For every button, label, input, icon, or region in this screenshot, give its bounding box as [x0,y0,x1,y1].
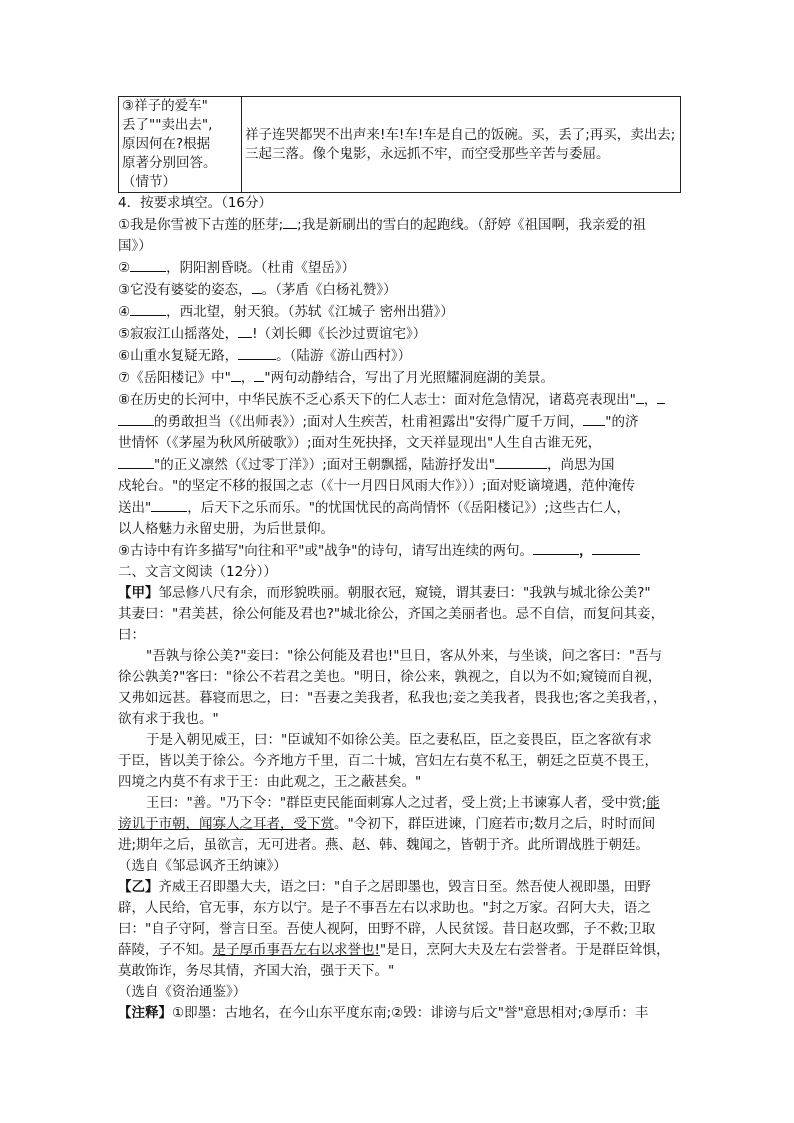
passage-yi-line: 【乙】齐威王召即墨大夫，语之曰："自子之居即墨也，毁言日至。然吾使人视即墨，田野 [118,879,651,895]
passage-yi-line: 曰："自子守阿，誉言日至。吾使人视阿，田野不辟，人民贫馁。昔日赵攻鄄，子不救;卫取 [118,921,656,937]
q4-item-2: ② ，阴阳割昏晓。（杜甫《望岳》） [118,257,683,279]
answer-blank[interactable] [151,497,187,512]
q4-item-8-cont: "的正义凛然（《过零丁洋》）;面对王朝飘摇，陆游抒发出" ，尚思为国 [118,454,683,476]
answer-blank[interactable] [283,214,297,229]
answer-blank[interactable] [118,411,154,426]
table-cell-line: 祥子连哭都哭不出声来!车!车!车是自己的饭碗。买，丢了;再买，卖出去; [245,126,676,143]
passage-jia-line: 四境之内莫不有求于王：由此观之，王之蔽甚矣。" [118,774,422,790]
q4-item-9: ⑨古诗中有许多描写"向往和平"或"战争"的诗句，请写出连续的两句。 ， [118,540,683,562]
table-cell-line: 原著分别回答。 [122,155,217,171]
underlined-sentence: 谤讥于市朝，闻寡人之耳者，受下赏 [118,816,334,832]
q4-item-8-cont: 的勇敢担当（《出师表》）;面对人生疾苦，杜甫袒露出"安得广厦千万间， "的济 [118,411,683,433]
q4-item-8-cont: 戍轮台。"的坚定不移的报国之志（《十一月四日风雨大作》））;面对贬谪境遇，范仲淹传 [118,478,636,494]
passage-jia-line: 进;期年之后，虽欲言，无可进者。燕、赵、韩、魏闻之，皆朝于齐。此所谓战胜于朝廷。 [118,837,650,853]
answer-blank[interactable] [254,367,264,382]
table-cell-line: 三起三落。像个鬼影，永远抓不牢，而空受那些辛苦与委屈。 [245,145,610,162]
table-cell-line: （情节） [122,174,176,190]
q4-item-8-cont: 以人格魅力永留史册，为后世景仰。 [118,521,334,537]
answer-blank[interactable] [533,540,579,555]
passage-jia-line: 于臣，皆以美于徐公。今齐地方千里，百二十城，宫妇左右莫不私王，朝廷之臣莫不畏王， [118,753,658,769]
passage-jia-line: "吾孰与徐公美?"妾曰："徐公何能及君也!"旦日，客从外来，与坐谈，问之客曰："吾与 [146,648,663,664]
q4-item-7: ⑦《岳阳楼记》中" ， "两句动静结合，写出了月光照耀洞庭湖的美景。 [118,367,683,389]
annotation-tag: 【注释】 [118,1005,172,1021]
section-q4 [118,193,683,562]
answer-blank[interactable] [118,454,154,469]
table-cell-question [119,97,242,193]
passage-source: （选自《资治通鉴》） [118,984,247,1000]
answer-blank[interactable] [636,389,644,404]
page-body [118,96,683,1024]
answer-blank[interactable] [657,389,665,404]
passage-yi-line: 莫敢饰诈，务尽其情，齐国大治，强于天下。" [118,963,395,979]
underlined-sentence: 能 [646,795,660,811]
answer-blank[interactable] [130,257,166,272]
table-cell-line: ③祥子的爱车" [122,98,208,114]
answer-blank[interactable] [583,411,605,426]
passage-jia-line: 又弗如远甚。暮寝而思之，曰："吾妻之美我者，私我也;妾之美我者，畏我也;客之美我者，， [118,690,667,706]
q4-item-4: ④ ，西北望，射天狼。（苏轼《江城子 密州出猎》） [118,301,683,323]
passage-jia-line: 徐公孰美?"客曰："徐公不若君之美也。"明日，徐公来，孰视之，自以为不如;窥镜而自视， [118,669,662,685]
question-table [118,96,681,193]
q4-item-3: ③它没有婆娑的姿态， 。（茅盾《白杨礼赞》） [118,279,683,301]
underlined-sentence: 是子厚币事吾左右以求誉也! [212,942,380,958]
answer-blank[interactable] [238,323,252,338]
passage-tag-yi: 【乙】 [118,879,159,895]
q4-item-1: ①我是你雪被下古莲的胚芽; ;我是新刷出的雪白的起跑线。（舒婷《祖国啊，我亲爱的祖 [118,214,683,236]
answer-blank[interactable] [252,279,262,294]
q4-item-1-cont: 国》） [118,238,152,254]
table-cell-answer [242,97,681,193]
answer-blank[interactable] [495,454,547,469]
q4-item-8: ⑧在历史的长河中，中华民族不乏心系天下的仁人志士：面对危急情况，诸葛亮表现出" ， [118,389,683,411]
q4-item-8-cont: 送出" ，后天下之乐而乐。"的忧国忧民的高尚情怀（《岳阳楼记》）;这些古仁人， [118,497,683,519]
table-cell-line: 原因何在?根据 [122,136,211,152]
passage-tag-jia: 【甲】 [118,585,159,601]
passage-yi-line: 辟，人民给，官无事，东方以宁。是子不事吾左右以求助也。"封之万家。召阿大夫，语之 [118,900,651,916]
passage-jia-line: 【甲】邹忌修八尺有余，而形貌昳丽。朝服衣冠，窥镜，谓其妻曰："我孰与城北徐公美?" [118,585,651,601]
passage-source: （选自《邹忌讽齐王纳谏》） [118,858,287,874]
q4-title: 4．按要求填空。（16分） [118,195,273,211]
passage-jia-line: 于是入朝见威王，曰："臣诚知不如徐公美。臣之妻私臣，臣之妾畏臣，臣之客欲有求 [146,732,652,748]
passage-yi-line: 薛陵，子不知。是子厚币事吾左右以求誉也!"是日，烹阿大夫及左右尝誉者。于是群臣耸惧， [118,942,670,958]
answer-blank[interactable] [238,345,276,360]
q4-item-6: ⑥山重水复疑无路， 。（陆游《游山西村》） [118,345,683,367]
q4-item-5: ⑤寂寂江山摇落处， !（刘长卿《长沙过贾谊宅》） [118,323,683,345]
table-row [119,97,681,193]
section-title: 二、文言文阅读（12分）） [118,564,277,580]
q4-item-8-cont: 世情怀（《茅屋为秋风所破歌》）;面对生死抉择，文天祥显现出"人生自古谁无死， [118,435,602,451]
answer-blank[interactable] [130,301,166,316]
passage-jia-line: 欲有求于我也。" [118,711,219,727]
table-cell-line: 丢了""卖出去", [122,117,213,133]
passage-jia-line: 谤讥于市朝，闻寡人之耳者，受下赏。"令初下，群臣进谏，门庭若市;数月之后，时时而间 [118,816,656,832]
answer-blank[interactable] [231,367,241,382]
passage-jia-line: 其妻曰："君美甚，徐公何能及君也?"城北徐公，齐国之美丽者也。忌不自信，而复问其妾， [118,606,665,622]
passage-jia-line: 王曰："善。"乃下令："群臣吏民能面刺寡人之过者，受上赏;上书谏寡人者，受中赏;能 [146,795,660,811]
answer-blank[interactable] [592,540,640,555]
annotation-line: 【注释】①即墨：古地名，在今山东平度东南;②毁：诽谤与后文"誉"意思相对;③厚币：丰 [118,1005,649,1021]
section-classical-reading [118,562,683,1024]
passage-jia-line: 曰： [118,627,145,643]
